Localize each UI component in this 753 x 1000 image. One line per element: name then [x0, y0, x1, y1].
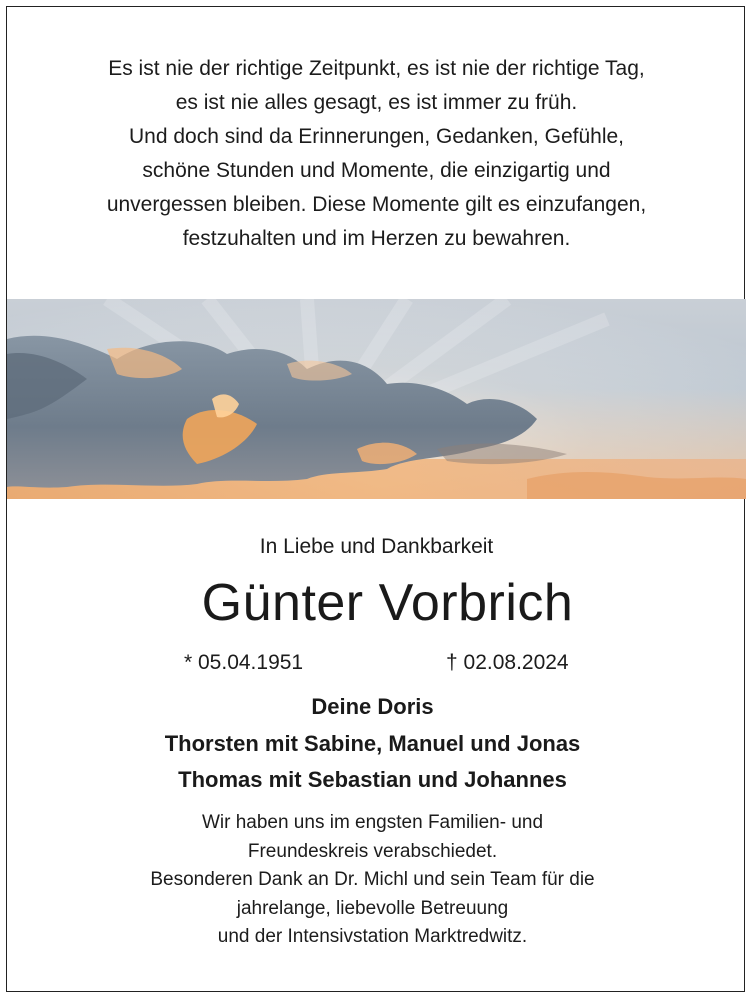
family-line: Deine Doris: [311, 694, 434, 719]
family-signatures: [0, 689, 745, 799]
poem-line: unvergessen bleiben. Diese Momente gilt es einzufangen,: [106, 193, 647, 216]
closing-line: Wir haben uns im engsten Familien- und: [201, 812, 544, 833]
death-date: † 02.08.2024: [446, 651, 569, 674]
poem-line: Und doch sind da Erinnerungen, Gedanken, Gefühle,: [128, 125, 624, 148]
family-line: Thomas mit Sebastian und Johannes: [178, 767, 567, 792]
poem-line: es ist nie alles gesagt, es ist immer zu früh.: [175, 91, 578, 114]
closing-text: [0, 809, 745, 952]
closing-line: Freundeskreis verabschiedet.: [247, 840, 498, 862]
family-line: Thorsten mit Sabine, Manuel und Jonas: [164, 730, 581, 756]
poem-line: Es ist nie der richtige Zeitpunkt, es ist nie der richtige Tag,: [108, 57, 645, 80]
sunset-clouds-image: [7, 299, 746, 499]
birth-date: * 05.04.1951: [184, 651, 304, 674]
deceased-name: Günter Vorbrich: [201, 574, 574, 632]
poem-line: schöne Stunden und Momente, die einzigartig und: [142, 159, 611, 182]
closing-line: und der Intensivstation Marktredwitz.: [217, 926, 528, 948]
poem: [0, 52, 753, 256]
closing-line: jahrelange, liebevolle Betreuung: [236, 897, 509, 919]
intro-text: In Liebe und Dankbarkeit: [259, 535, 494, 558]
poem-line: festzuhalten und im Herzen zu bewahren.: [182, 227, 571, 250]
closing-line: Besonderen Dank an Dr. Michl und sein Team für die: [150, 869, 595, 891]
